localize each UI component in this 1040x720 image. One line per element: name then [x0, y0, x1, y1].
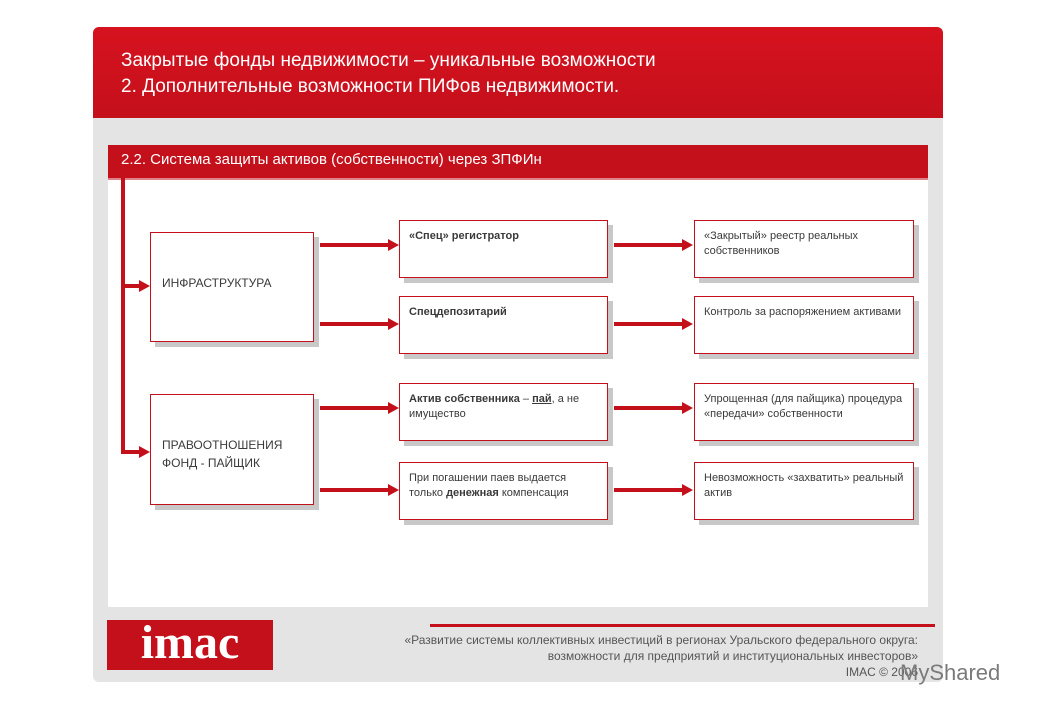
asset-share-box	[399, 383, 608, 441]
arrow-head-to-redemption	[388, 484, 399, 496]
asset-share-suffix: , а не имущество	[409, 393, 580, 420]
myshared-watermark: MyShared	[900, 660, 1001, 685]
control-box	[694, 296, 914, 354]
arrow-head-to-registrar	[388, 239, 399, 251]
footer-caption-line3: IMAC © 2006	[845, 665, 918, 679]
asset-share-prefix: Актив собственника	[409, 393, 520, 405]
content-panel	[108, 145, 928, 607]
arrow-line-to-redemption	[320, 488, 388, 492]
relations-label	[162, 436, 305, 472]
closed-registry-box	[694, 220, 914, 278]
footer-caption-line2: возможности для предприятий и институциональных инвесторов»	[547, 649, 918, 663]
redemption-prefix: При погашении паев выдается только	[409, 472, 567, 499]
imac-logo-text: imac	[140, 616, 240, 669]
arrow-line-to-impossibility	[614, 488, 682, 492]
spec-registrar-label: «Спец» регистратор	[409, 230, 519, 242]
slide-frame	[93, 27, 943, 682]
arrow-head-to-depositary	[388, 318, 399, 330]
redemption-suffix: компенсация	[498, 487, 569, 499]
footer-caption	[298, 632, 918, 680]
impossibility-text: Невозможность «захватить» реальный актив	[704, 472, 904, 499]
arrow-line-to-control	[614, 322, 682, 326]
simplified-procedure-box	[694, 383, 914, 441]
infrastructure-box	[150, 232, 314, 342]
closed-registry-text: «Закрытый» реестр реальных собственников	[704, 230, 859, 257]
arrow-line-to-simplified	[614, 406, 682, 410]
infrastructure-label: ИНФРАСТРУКТУРА	[162, 276, 272, 290]
arrow-line-to-asset	[320, 406, 388, 410]
asset-share-text	[409, 392, 599, 422]
footer-divider-line	[430, 624, 935, 627]
relations-box	[150, 394, 314, 505]
branch-line-relations	[121, 450, 139, 454]
asset-share-dash: –	[519, 393, 533, 405]
redemption-bold: денежная	[446, 487, 499, 499]
arrow-head-to-control	[682, 318, 693, 330]
arrow-head-to-asset	[388, 402, 399, 414]
imac-logo	[107, 616, 273, 670]
arrow-line-to-depositary	[320, 322, 388, 326]
simplified-procedure-text: Упрощенная (для пайщика) процедура «передачи» собственности	[704, 393, 903, 420]
arrow-line-to-registry	[614, 243, 682, 247]
arrow-line-to-registrar	[320, 243, 388, 247]
slide-title-line2: 2. Дополнительные возможности ПИФов недвижимости.	[121, 76, 620, 97]
redemption-box	[399, 462, 608, 520]
specdepositary-box	[399, 296, 608, 354]
relations-label-line1: ПРАВООТНОШЕНИЯ	[162, 438, 283, 452]
branch-line-infrastructure	[121, 284, 139, 288]
spec-registrar-box	[399, 220, 608, 278]
section-title: 2.2. Система защиты активов (собственности) через ЗПФИн	[121, 151, 542, 168]
specdepositary-label: Спецдепозитарий	[409, 306, 507, 318]
redemption-text	[409, 471, 599, 501]
arrow-head-to-impossibility	[682, 484, 693, 496]
section-title-bar	[108, 145, 928, 180]
slide-title-line1: Закрытые фонды недвижимости – уникальные возможности	[121, 50, 656, 71]
slide-header	[93, 27, 943, 118]
footer-caption-line1: «Развитие системы коллективных инвестиций в регионах Уральского федерального округа:	[404, 633, 918, 647]
impossibility-box	[694, 462, 914, 520]
arrow-head-to-simplified	[682, 402, 693, 414]
vertical-trunk-line	[121, 178, 125, 454]
arrow-head-infrastructure	[139, 280, 150, 292]
arrow-head-to-registry	[682, 239, 693, 251]
relations-label-line2: ФОНД - ПАЙЩИК	[162, 456, 261, 470]
arrow-head-relations	[139, 446, 150, 458]
asset-share-keyword: пай	[532, 393, 552, 405]
control-text: Контроль за распоряжением активами	[704, 306, 902, 318]
